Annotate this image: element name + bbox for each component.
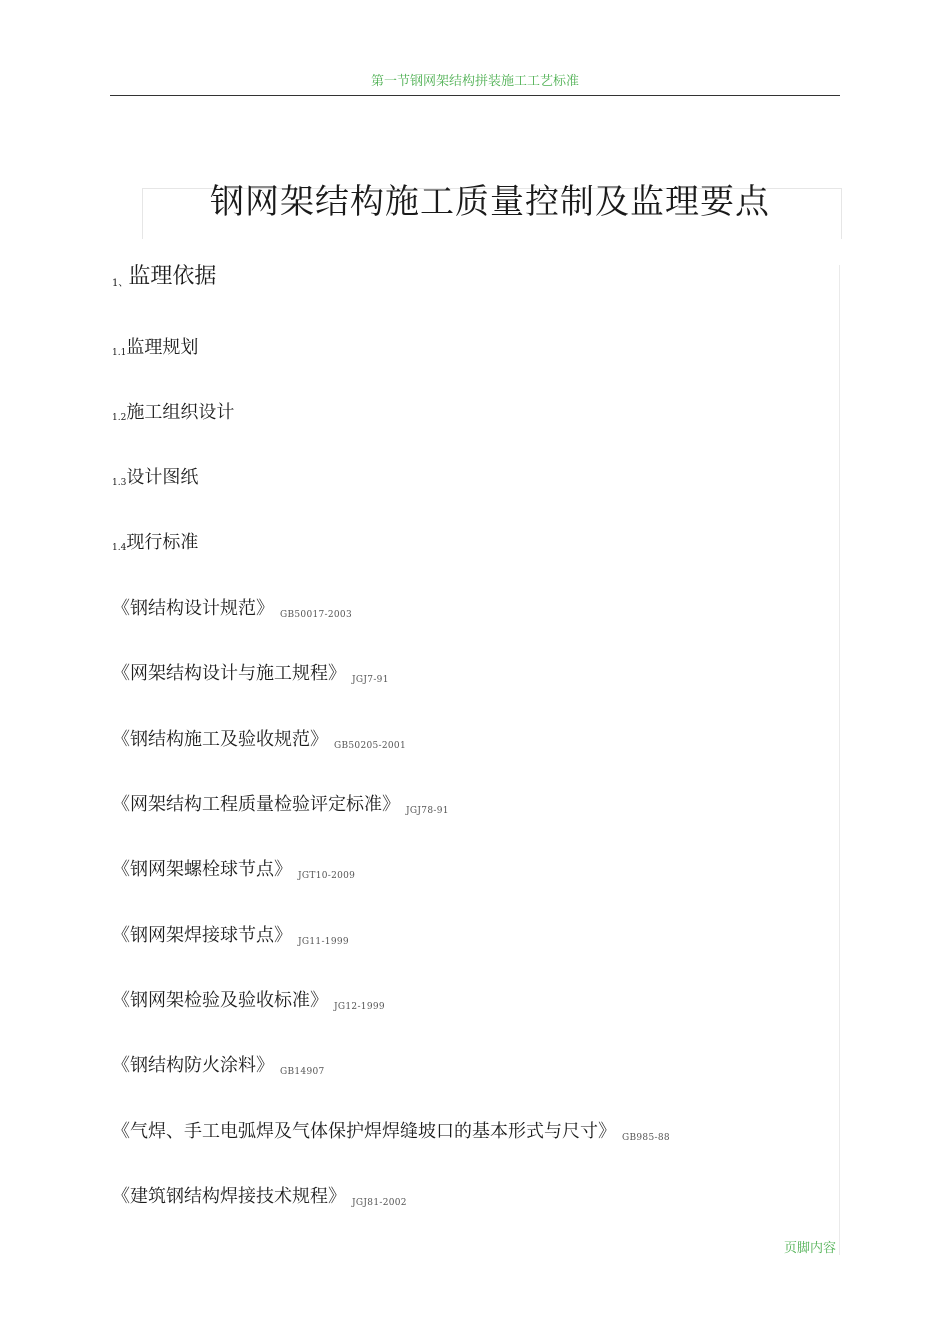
item-number: 1.1 [112, 348, 127, 358]
standard-name: 《网架结构设计与施工规程》 [112, 663, 346, 684]
standard-entry [112, 597, 352, 627]
standard-entry [112, 1054, 325, 1084]
standard-code: GB985-88 [622, 1133, 670, 1143]
standard-name: 《钢结构防火涂料》 [112, 1055, 274, 1076]
standard-name: 《钢网架焊接球节点》 [112, 925, 292, 946]
item-number: 1.3 [112, 478, 127, 488]
standard-entry [112, 1120, 670, 1150]
standard-entry [112, 728, 406, 758]
item-number: 1.2 [112, 413, 127, 423]
header-divider [110, 95, 840, 96]
standard-name: 《气焊、手工电弧焊及气体保护焊焊缝坡口的基本形式与尺寸》 [112, 1121, 616, 1142]
standard-entry [112, 1185, 407, 1215]
footer-text: 页脚内容 [784, 1241, 837, 1256]
item-text: 监理规划 [126, 337, 199, 358]
list-item [112, 401, 234, 430]
standard-name: 《钢网架检验及验收标准》 [112, 990, 328, 1011]
standard-code: JGJ81-2002 [352, 1198, 407, 1208]
standard-code: JG12-1999 [334, 1002, 385, 1012]
header-text: 第一节钢网架结构拼装施工工艺标准 [370, 74, 579, 89]
list-item [112, 466, 198, 495]
standard-name: 《网架结构工程质量检验评定标准》 [112, 794, 400, 815]
document-title: 钢网架结构施工质量控制及监理要点 [210, 182, 770, 222]
standard-code: GB14907 [280, 1067, 325, 1077]
item-number: 1.4 [112, 543, 127, 553]
standard-entry [112, 858, 355, 888]
list-item [112, 336, 198, 365]
section-heading [112, 265, 216, 296]
standard-code: JG11-1999 [298, 937, 349, 947]
standard-code: JGT10-2009 [298, 871, 356, 881]
standard-code: GB50017-2003 [280, 610, 352, 620]
standard-code: JGJ7-91 [352, 675, 389, 685]
standard-name: 《钢网架螺栓球节点》 [112, 859, 292, 880]
item-text: 设计图纸 [126, 467, 199, 488]
standard-entry [112, 793, 449, 823]
standard-name: 《建筑钢结构焊接技术规程》 [112, 1186, 346, 1207]
section-number: 1、 [112, 278, 129, 289]
section-title: 监理依据 [128, 264, 217, 289]
standard-code: JGJ78-91 [406, 806, 449, 816]
standard-entry [112, 989, 385, 1019]
item-text: 施工组织设计 [126, 402, 235, 423]
right-margin-rule [839, 265, 840, 1255]
standard-code: GB50205-2001 [334, 741, 406, 751]
standard-name: 《钢结构施工及验收规范》 [112, 729, 328, 750]
list-item [112, 531, 198, 560]
item-text: 现行标准 [126, 532, 199, 553]
standard-entry [112, 662, 389, 692]
standard-entry [112, 924, 349, 954]
standard-name: 《钢结构设计规范》 [112, 598, 274, 619]
